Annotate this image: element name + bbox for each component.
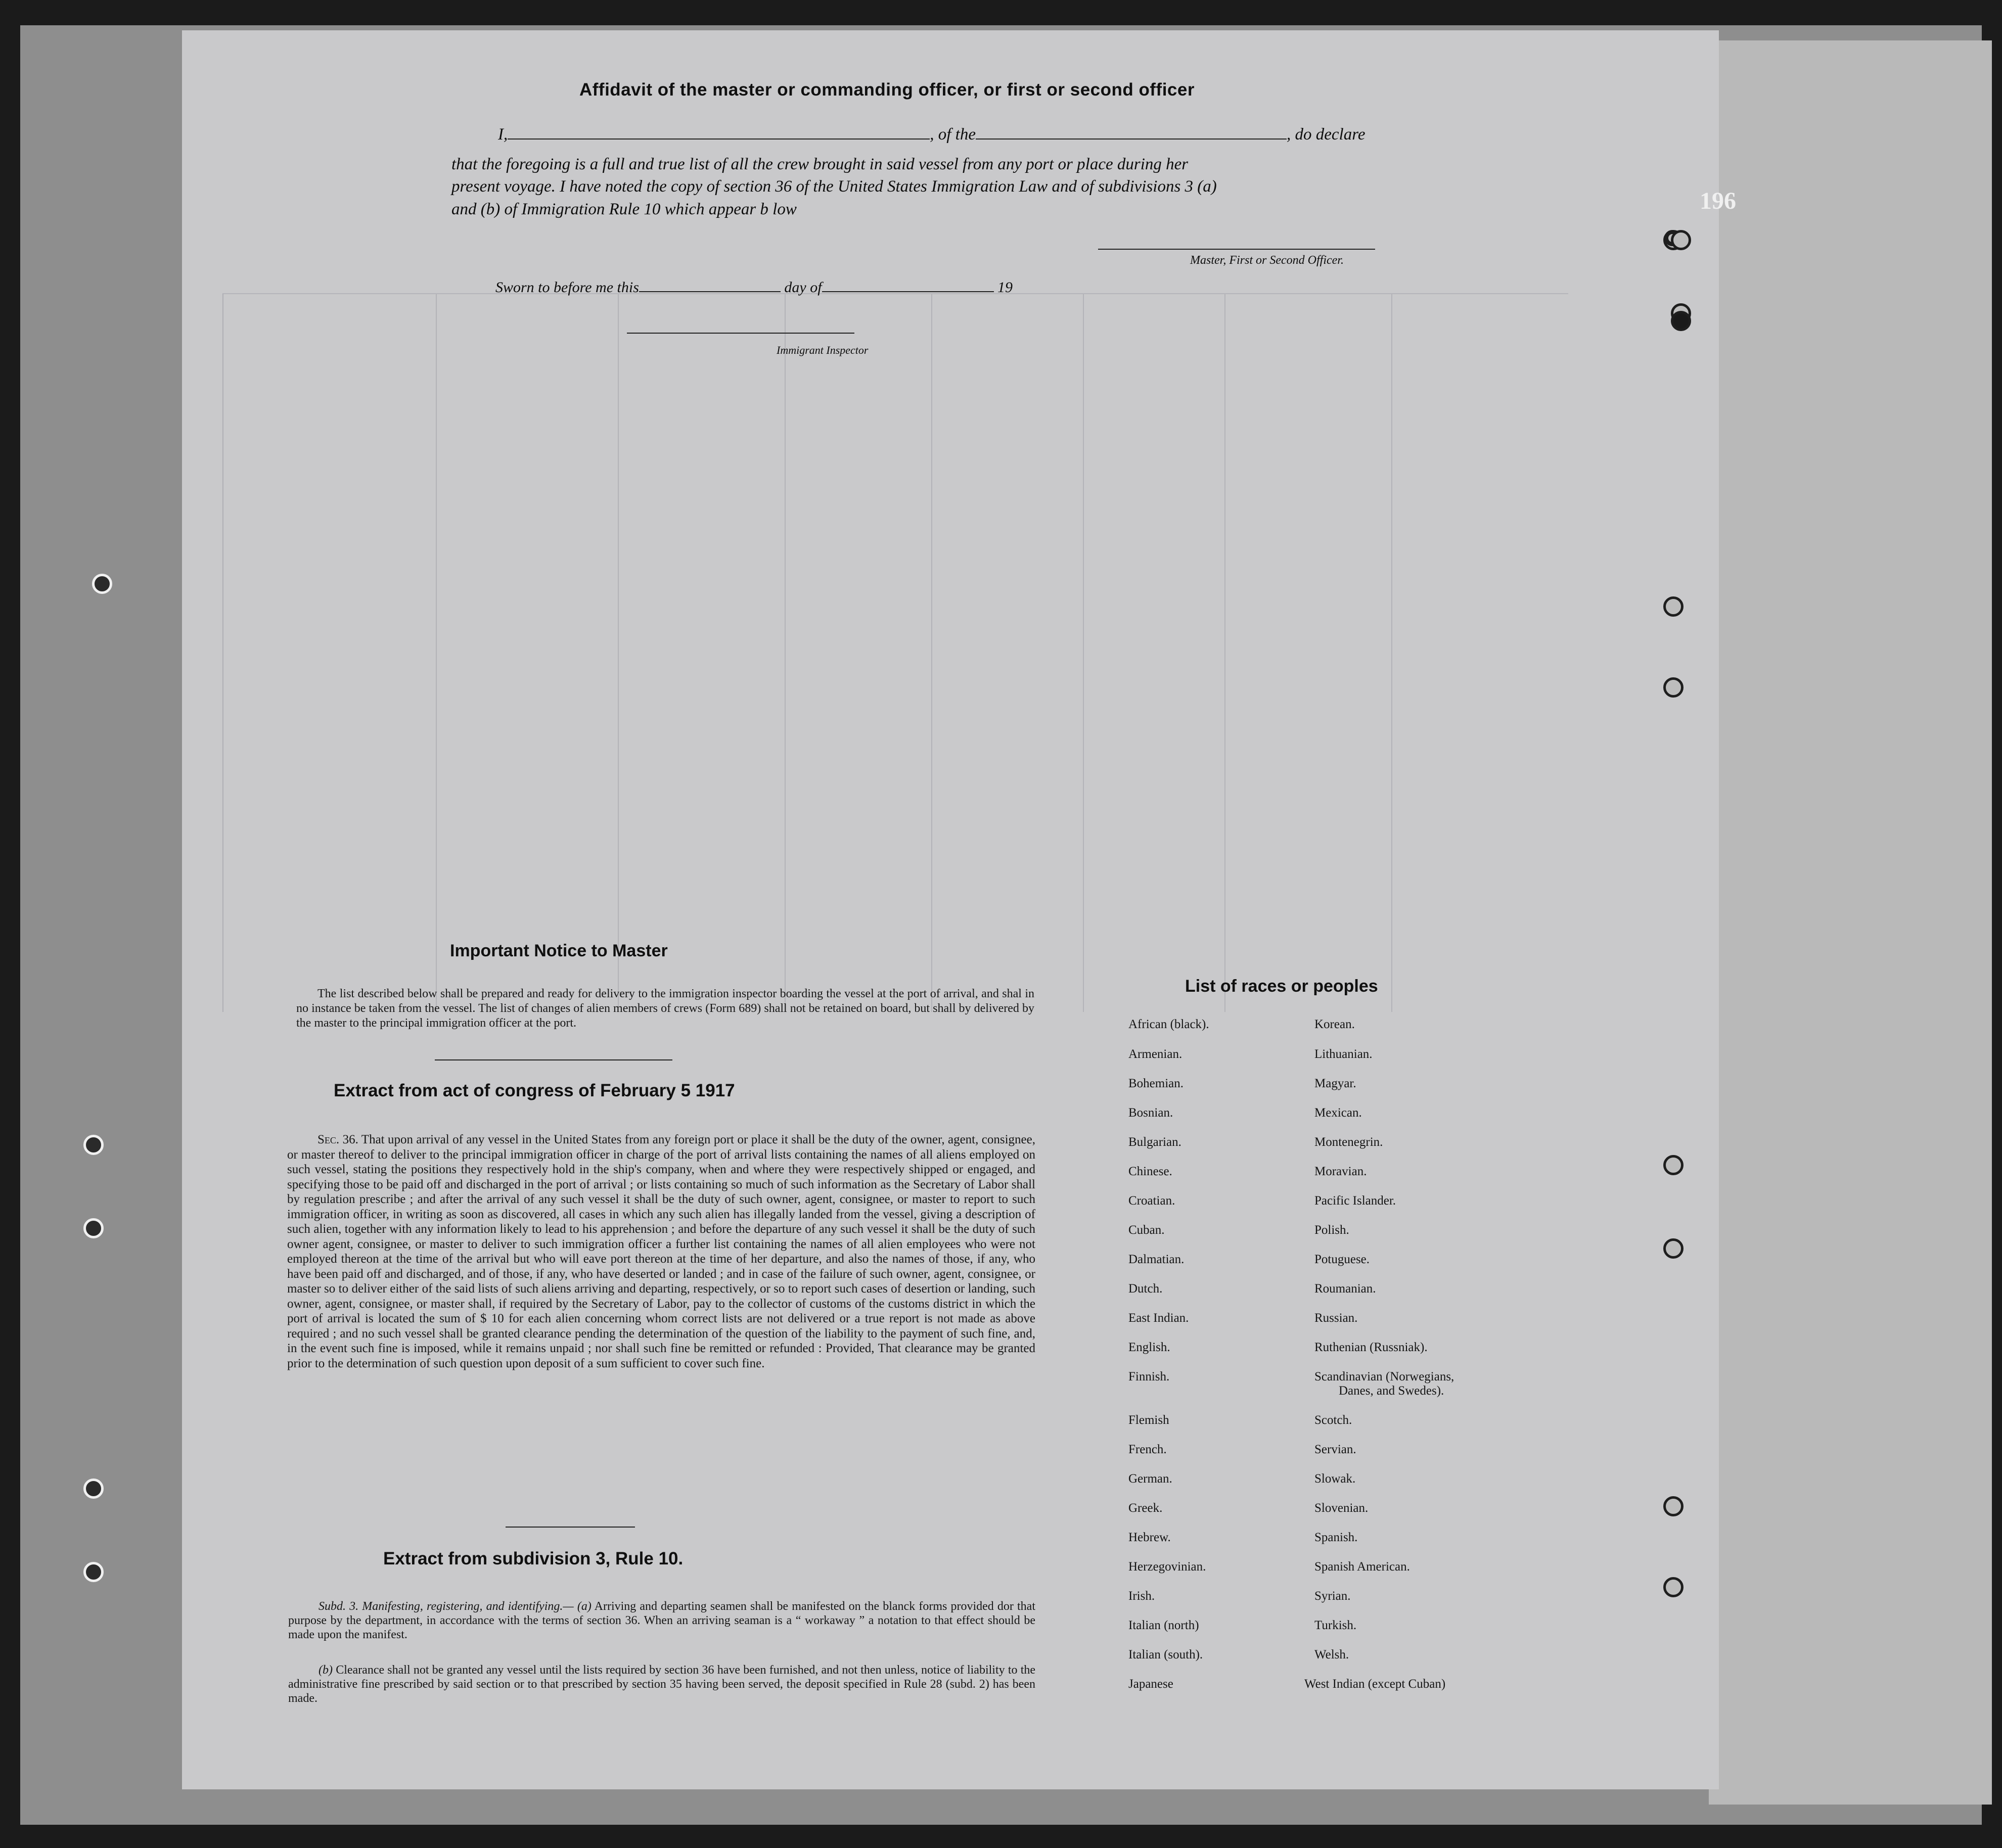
binder-hole <box>1663 1238 1684 1259</box>
race-item: African (black). <box>1128 1018 1209 1031</box>
sworn-text: Sworn to before me this <box>495 279 639 296</box>
race-item: French. <box>1128 1443 1167 1456</box>
race-item: Servian. <box>1314 1443 1356 1456</box>
binder-hole <box>1663 1155 1684 1175</box>
act-section-body: That upon arrival of any vessel in the United States from any foreign port or place it shall be the duty of the owner, agent, consignee, or master thereof to deliver to the principal immigration officer in charge of the port of arrival lists containing the names of all aliens employed on such vessel, stating the positions they respectively hold in the ship's company, when and where they were respectively shipped or engaged, and specifying those to be paid off and discharged in the port of arrival ; or lists containing so much of such information as the Secretary of Labor shall by regulation prescribe ; and after the arrival of any such vessel it shall be the duty of such owner, agent, consignee, or master to report to such immigration officer, in writing as soon as discovered, all cases in which any such alien has illegally landed from the vessel, giving a description of such alien, together with any information likely to lead to his apprehension ; and before the departure of any such vessel it shall be the duty of such owner agent, consignee, or master to deliver to such immigration officer a further list containing the names of all alien employees who were not employed thereon at the time of the arrival but who will eave port thereon at the time of her departure, and also the names of those, if any, who have been paid off and discharged, and of those, if any, who have deserted or landed ; and in case of the failure of such owner, agent, consignee, or master so to deliver either of the said lists of such aliens arriving and departing, respectively, or so to report such cases of desertion or landing, such owner, agent, consignee, or master shall, if required by the Secretary of Labor, pay to the collector of customs of the customs district in which the port of arrival is located the sum of $ 10 for each alien concerning whom correct lists are not delivered or a true report is not made as above required ; and no such vessel shall be granted clearance pending the determination of the question of the liability to the payment of such fine, and, in the event such fine is imposed, while it remains unpaid ; nor shall such fine be remitted or refunded : Provided, That clearance may be granted prior to the determination of such question upon deposit of a sum sufficient to cover such fine. <box>287 1133 1035 1370</box>
vessel-blank <box>976 138 1287 140</box>
race-item <box>1314 1370 1454 1398</box>
race-item: Flemish <box>1128 1413 1169 1427</box>
race-item: Irish. <box>1128 1589 1155 1603</box>
month-blank <box>822 291 994 292</box>
race-item: Pacific Islander. <box>1314 1194 1396 1208</box>
races-title: List of races or peoples <box>1185 977 1378 996</box>
rule-subd-a-body: Arriving and departing seamen shall be manifested on the blanck forms provided dor that purpose by the department, in accordance with the terms of section 36. When an arriving seaman is a “ workaway ” a notation to that effect should be made upon the manifest. <box>288 1600 1035 1641</box>
day-of-text: day of <box>784 279 822 296</box>
race-item: Italian (north) <box>1128 1619 1199 1632</box>
race-item: Finnish. <box>1128 1370 1170 1383</box>
race-item: Scotch. <box>1314 1413 1352 1427</box>
race-item-scandinavian: Scandinavian (Norwegians, <box>1314 1370 1454 1383</box>
name-blank <box>508 138 930 140</box>
affidavit-declaration-line <box>498 125 1365 144</box>
underlying-manifest-edge <box>1709 40 1992 1805</box>
year-text: 19 <box>997 279 1013 296</box>
race-item: Russian. <box>1314 1311 1358 1325</box>
binder-hole <box>83 1218 104 1238</box>
inspector-signature-line <box>627 333 854 334</box>
race-item: Dalmatian. <box>1128 1253 1185 1266</box>
race-item: Spanish American. <box>1314 1560 1410 1574</box>
race-item: Japanese <box>1128 1677 1173 1691</box>
race-item: Spanish. <box>1314 1531 1358 1544</box>
race-item: Magyar. <box>1314 1077 1356 1090</box>
binder-hole <box>83 1135 104 1155</box>
affidavit-title: Affidavit of the master or commanding officer, or first or second officer <box>579 80 1195 100</box>
rule-subd-b <box>288 1663 1035 1705</box>
affidavit-line-2: that the foregoing is a full and true list of all the crew brought in said vessel from any port or place during her <box>451 155 1189 173</box>
race-item: Roumanian. <box>1314 1282 1376 1296</box>
race-item: West Indian (except Cuban) <box>1304 1677 1446 1691</box>
race-item: Slovenian. <box>1314 1501 1369 1515</box>
notice-text: The list described below shall be prepared and ready for delivery to the immigration inspector boarding the vessel at the port of arrival, and shal in no instance be taken from the vessel. The list of changes of alien members of crews (Form 689) shall not be retained on board, but shall by delivered by the master to the principal immigration officer at the port. <box>296 987 1034 1030</box>
affidavit-do-declare: , do declare <box>1286 125 1366 144</box>
race-item: Croatian. <box>1128 1194 1175 1208</box>
rule-subd-a <box>288 1599 1035 1642</box>
race-item: Slowak. <box>1314 1472 1356 1486</box>
race-item: Polish. <box>1314 1223 1349 1237</box>
rule-subd-a-lead: Subd. 3. Manifesting, registering, and identifying.— (a) <box>318 1600 592 1613</box>
race-item: Mexican. <box>1314 1106 1362 1120</box>
notice-rule <box>435 1059 672 1060</box>
sheet-number: 196 <box>1700 188 1736 214</box>
race-item: Potuguese. <box>1314 1253 1370 1266</box>
race-item: German. <box>1128 1472 1172 1486</box>
race-item: English. <box>1128 1341 1170 1354</box>
day-blank <box>639 291 781 292</box>
race-item: Herzegovinian. <box>1128 1560 1206 1574</box>
binder-hole <box>1671 230 1691 250</box>
affidavit-page <box>182 30 1719 1789</box>
binder-hole <box>1663 1496 1684 1516</box>
rule-title: Extract from subdivision 3, Rule 10. <box>383 1549 684 1568</box>
sworn-line <box>495 279 1013 296</box>
act-text <box>287 1132 1035 1371</box>
race-item: Montenegrin. <box>1314 1135 1383 1149</box>
binder-hole <box>1671 311 1691 331</box>
master-caption: Master, First or Second Officer. <box>1190 254 1344 267</box>
race-item: Welsh. <box>1314 1648 1349 1661</box>
affidavit-line-3: present voyage. I have noted the copy of section 36 of the United States Immigration Law and of subdivisions 3 (a) <box>451 177 1217 196</box>
act-section-lead: Sec. 36. <box>317 1133 358 1146</box>
race-item: Bohemian. <box>1128 1077 1184 1090</box>
race-item-scandinavian-continued: Danes, and Swedes). <box>1339 1384 1444 1398</box>
binder-hole <box>83 1479 104 1499</box>
binder-hole <box>1663 596 1684 617</box>
race-item: Chinese. <box>1128 1165 1172 1178</box>
race-item: Syrian. <box>1314 1589 1351 1603</box>
race-item: Armenian. <box>1128 1047 1182 1061</box>
rule-subd-b-body: Clearance shall not be granted any vessel until the lists required by section 36 have been furnished, and not then unless, notice of liability to the administrative fine prescribed by said section or to that prescribed by section 35 having been served, the deposit specified in Rule 28 (subd. 2) has been made. <box>288 1664 1036 1705</box>
binder-hole <box>83 1562 104 1582</box>
race-item: Ruthenian (Russniak). <box>1314 1341 1428 1354</box>
rule-subd-b-lead: (b) <box>318 1664 333 1677</box>
race-item: Lithuanian. <box>1314 1047 1373 1061</box>
act-title: Extract from act of congress of February 5 1917 <box>334 1081 735 1100</box>
binder-hole <box>92 574 112 594</box>
race-item: Dutch. <box>1128 1282 1163 1296</box>
race-item: Greek. <box>1128 1501 1163 1515</box>
notice-title: Important Notice to Master <box>450 941 668 960</box>
affidavit-of-the: , of the <box>930 125 976 144</box>
master-signature-line <box>1098 249 1375 250</box>
race-item: Cuban. <box>1128 1223 1165 1237</box>
affidavit-line-4: and (b) of Immigration Rule 10 which appear b low <box>451 200 797 218</box>
bleed-through-grid <box>222 293 1568 1012</box>
race-item: Hebrew. <box>1128 1531 1171 1544</box>
race-item: Turkish. <box>1314 1619 1357 1632</box>
binder-hole <box>1663 677 1684 698</box>
race-item: Bosnian. <box>1128 1106 1173 1120</box>
affidavit-i: I, <box>498 125 508 144</box>
race-item: Korean. <box>1314 1018 1355 1031</box>
binder-hole <box>1663 1577 1684 1597</box>
race-item: Italian (south). <box>1128 1648 1203 1661</box>
inspector-caption: Immigrant Inspector <box>777 344 869 356</box>
race-item: Bulgarian. <box>1128 1135 1181 1149</box>
act-rule <box>506 1527 635 1528</box>
race-item: Moravian. <box>1314 1165 1367 1178</box>
race-item: East Indian. <box>1128 1311 1189 1325</box>
